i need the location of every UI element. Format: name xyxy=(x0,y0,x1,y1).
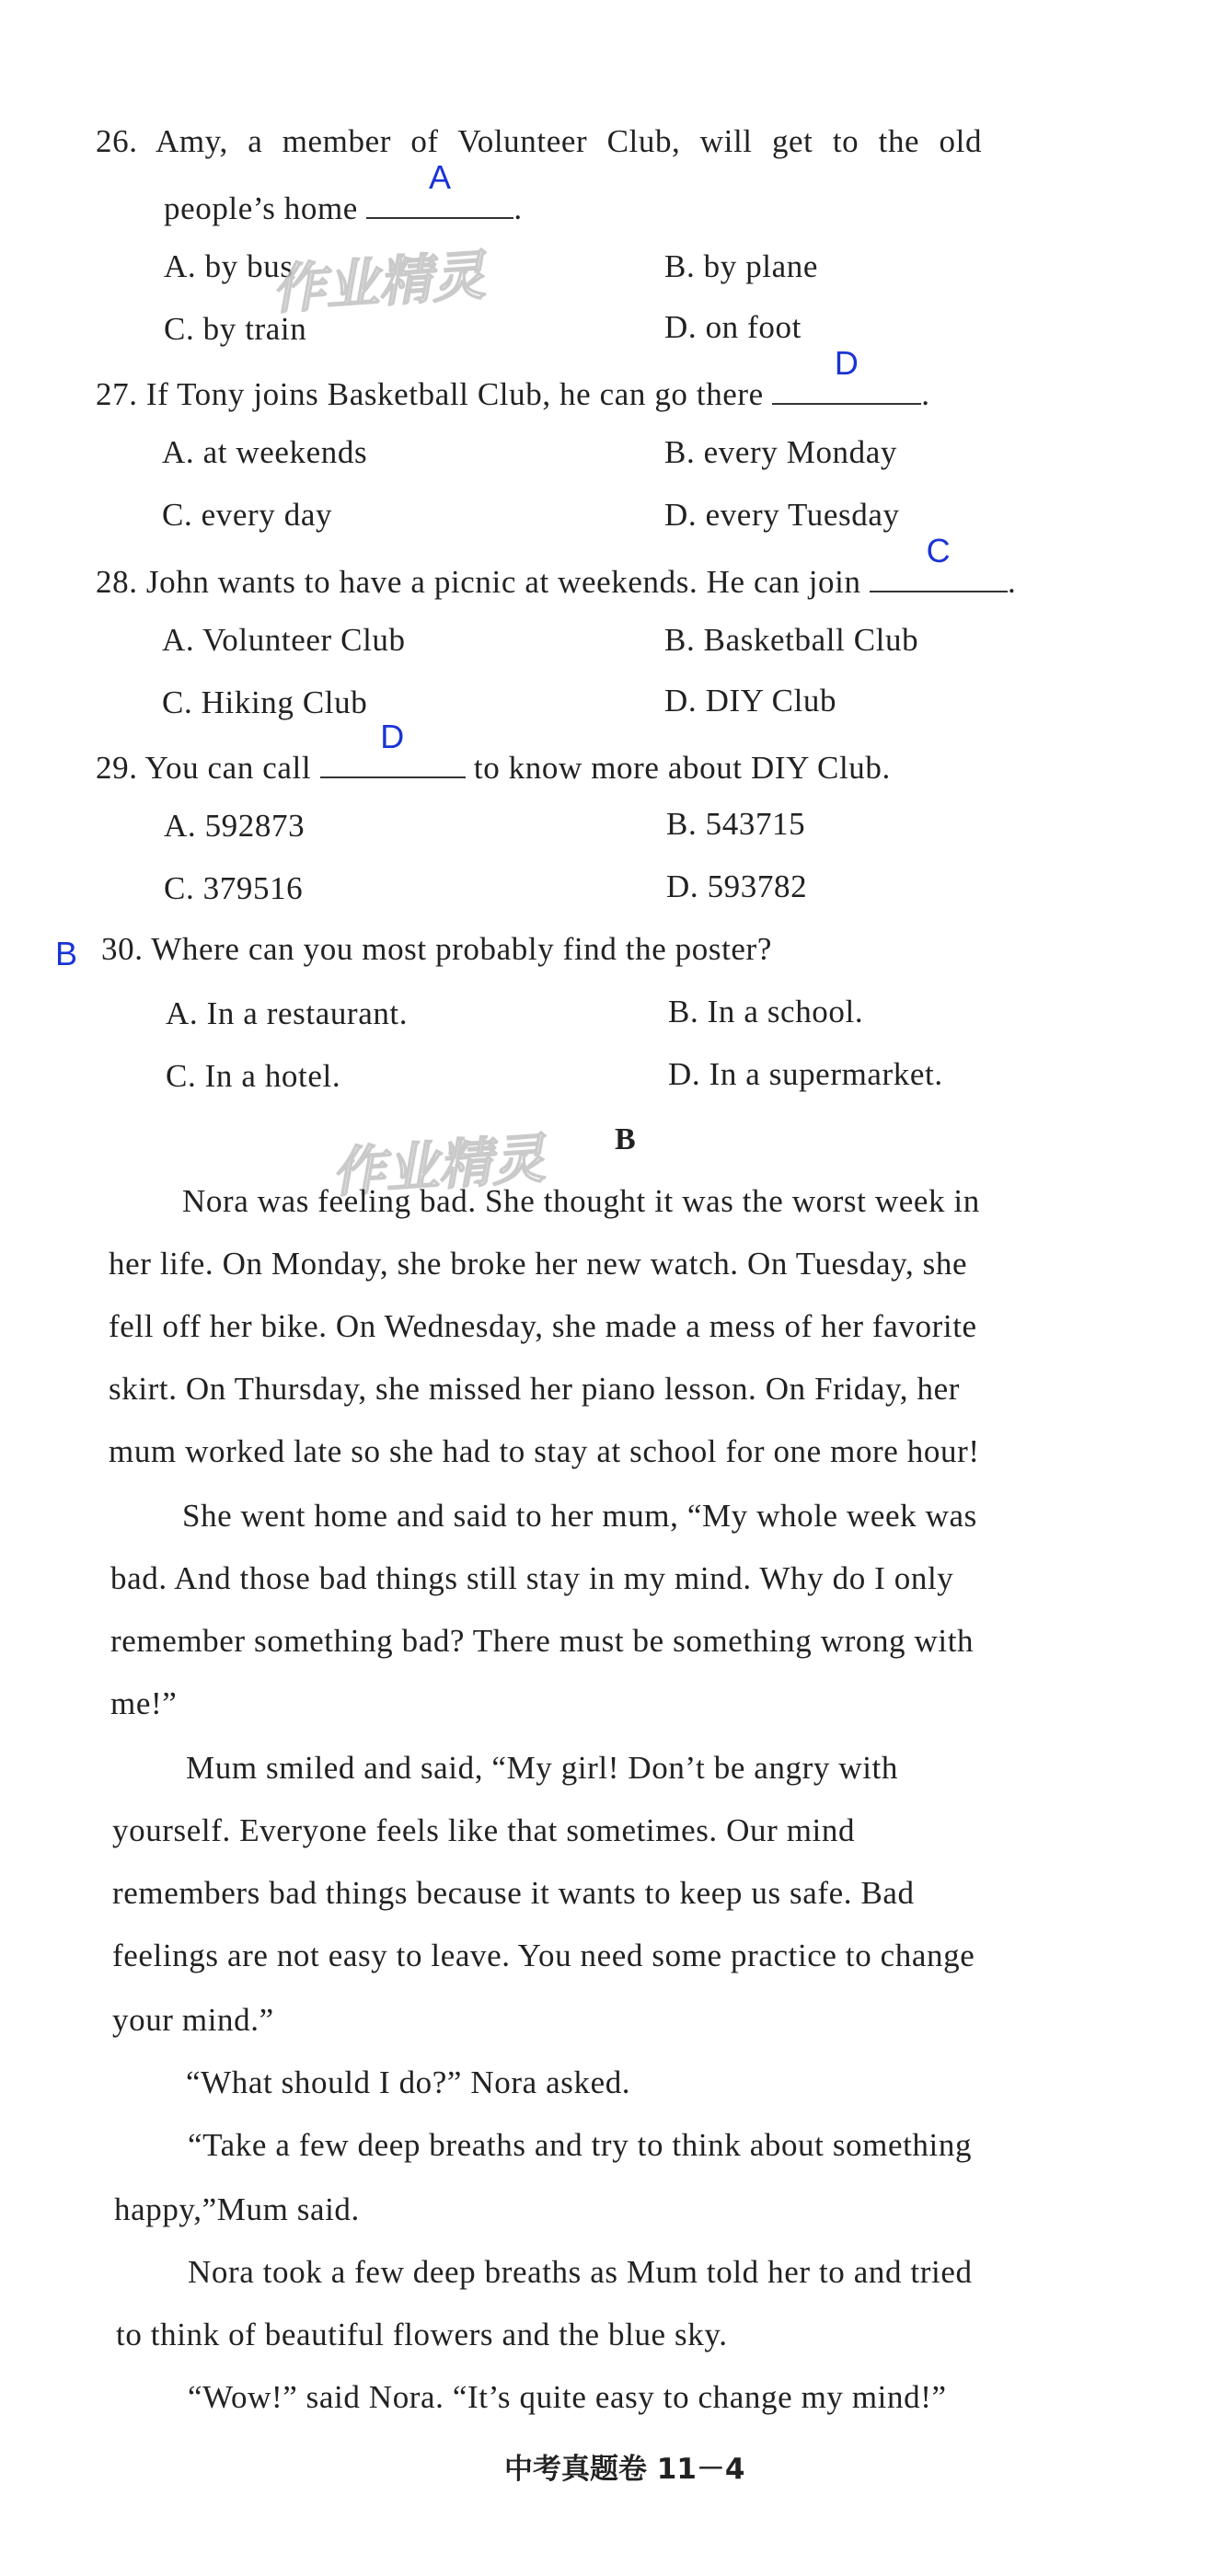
q29-number: 29. xyxy=(96,750,138,786)
q27-option-d: D. every Tuesday xyxy=(664,497,900,533)
q26-number: 26. xyxy=(96,123,138,159)
passage-line: fell off her bike. On Wednesday, she made a mess of her favorite xyxy=(109,1308,977,1344)
passage-line: feelings are not easy to leave. You need some practice to change xyxy=(112,1938,975,1973)
q28-answer: C xyxy=(926,532,952,569)
q29-answer: D xyxy=(380,718,405,755)
q27-option-a: A. at weekends xyxy=(162,434,368,470)
q29-option-a: A. 592873 xyxy=(164,808,306,844)
passage-line: remembers bad things because it wants to keep us safe. Bad xyxy=(112,1875,915,1911)
q26-answer: A xyxy=(429,158,452,196)
watermark-logo: 作业精灵 xyxy=(270,243,488,321)
q27-option-c: C. every day xyxy=(162,497,333,533)
q27-stem: 27. If Tony joins Basketball Club, he can go there D . xyxy=(96,344,930,412)
q27-number: 27. xyxy=(96,376,138,412)
passage-line: me!” xyxy=(110,1685,178,1721)
q27-answer-blank[interactable] xyxy=(772,344,921,405)
page-footer: 中考真题卷 11－4 xyxy=(504,2453,745,2486)
q28-option-b: B. Basketball Club xyxy=(664,622,919,658)
q26-answer-blank[interactable] xyxy=(366,158,513,219)
watermark-logo: 作业精灵 xyxy=(329,1126,548,1204)
q26-stem: Amy, a member of Volunteer Club, will get to the old xyxy=(155,123,983,159)
q30-number: 30. xyxy=(101,931,144,967)
q29-option-d: D. 593782 xyxy=(666,868,808,904)
q26-option-b: B. by plane xyxy=(664,248,818,284)
q30-option-c: C. In a hotel. xyxy=(166,1058,341,1094)
passage-line: Mum smiled and said, “My girl! Don’t be angry with xyxy=(186,1750,898,1786)
passage-line: “What should I do?” Nora asked. xyxy=(186,2064,631,2100)
q29-option-b: B. 543715 xyxy=(666,806,806,842)
q28-answer-blank[interactable] xyxy=(870,532,1008,592)
q29-stem: 29. You can call D to know more about DIY Club. xyxy=(96,718,891,786)
q29-option-c: C. 379516 xyxy=(164,870,304,906)
passage-line: mum worked late so she had to stay at school for one more hour! xyxy=(109,1433,980,1469)
q28-number: 28. xyxy=(96,564,138,600)
passage-line: her life. On Monday, she broke her new watch. On Tuesday, she xyxy=(109,1246,968,1282)
q29-answer-blank[interactable] xyxy=(320,718,466,778)
passage-line: “Wow!” said Nora. “It’s quite easy to change my mind!” xyxy=(188,2379,947,2415)
q30-option-d: D. In a supermarket. xyxy=(668,1056,943,1092)
passage-line: your mind.” xyxy=(112,2002,274,2038)
passage-line: Nora took a few deep breaths as Mum told her to and tried xyxy=(188,2254,973,2290)
q30-option-a: A. In a restaurant. xyxy=(166,995,409,1031)
q26-stem-line2: people’s home A . xyxy=(164,158,523,226)
q26-option-d: D. on foot xyxy=(664,309,802,345)
passage-line: to think of beautiful flowers and the blue sky. xyxy=(116,2317,728,2352)
passage-line: bad. And those bad things still stay in my mind. Why do I only xyxy=(110,1560,954,1596)
passage-line: “Take a few deep breaths and try to think about something xyxy=(188,2127,973,2163)
passage-line: yourself. Everyone feels like that sometimes. Our mind xyxy=(112,1812,856,1848)
passage-line: She went home and said to her mum, “My whole week was xyxy=(182,1498,977,1534)
passage-line: happy,”Mum said. xyxy=(114,2191,360,2227)
passage-line: remember something bad? There must be something wrong with xyxy=(110,1623,975,1659)
q26-option-a: A. by bus xyxy=(164,248,294,284)
q30-stem: 30. Where can you most probably find the poster? xyxy=(101,931,772,967)
q26-option-c: C. by train xyxy=(164,311,307,347)
q30-option-b: B. In a school. xyxy=(668,994,864,1029)
passage-line: skirt. On Thursday, she missed her piano lesson. On Friday, her xyxy=(109,1371,960,1407)
q27-option-b: B. every Monday xyxy=(664,434,897,470)
q26-stem-line1 xyxy=(96,123,1163,160)
section-b-title: B xyxy=(615,1122,636,1156)
q28-option-c: C. Hiking Club xyxy=(162,684,368,720)
q27-answer: D xyxy=(834,344,859,382)
q28-stem: 28. John wants to have a picnic at weekends. He can join C . xyxy=(96,532,1017,600)
q30-answer: B xyxy=(55,935,78,972)
passage-line: Nora was feeling bad. She thought it was the worst week in xyxy=(182,1183,980,1219)
q28-option-a: A. Volunteer Club xyxy=(162,622,406,658)
q28-option-d: D. DIY Club xyxy=(664,683,837,719)
